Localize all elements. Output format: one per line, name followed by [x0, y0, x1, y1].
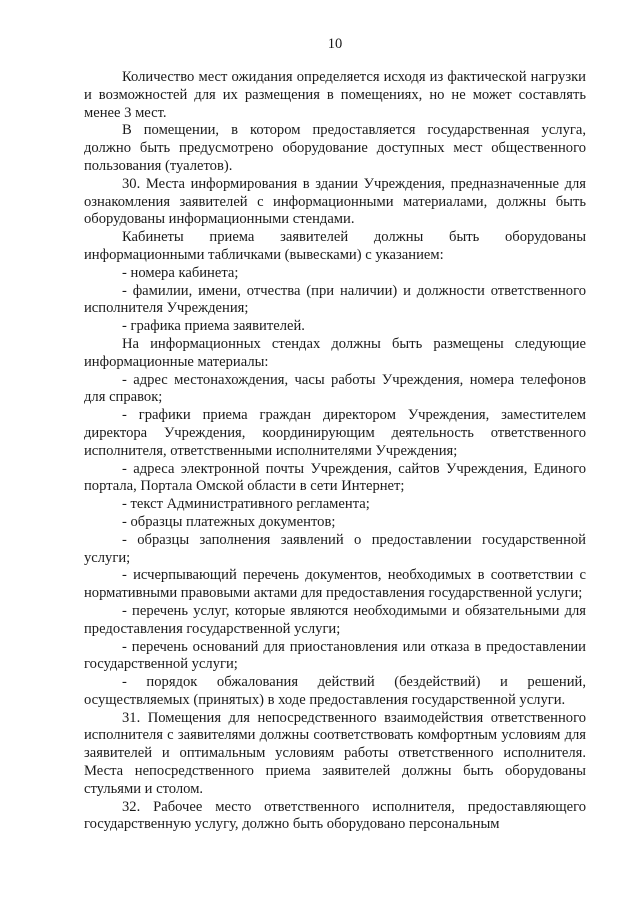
list-item: - текст Административного регламента;: [122, 496, 370, 513]
page-number: 10: [327, 36, 343, 52]
document-body: [84, 69, 586, 834]
list-item: - номера кабинета;: [122, 264, 239, 281]
paragraph: 30. Места информирования в здании Учреждения, предназначенные для ознакомления заявителей с информационными материалами, должны быть оборудованы информационными стендами.: [84, 175, 586, 228]
document-page: [84, 0, 586, 905]
list-item: - адрес местонахождения, часы работы Учреждения, номера телефонов для справок;: [84, 371, 586, 406]
list-item: - графики приема граждан директором Учреждения, заместителем директора Учреждения, координирующим деятельность ответственного исполнителя, ответственными исполнителями Учреждения;: [84, 407, 586, 459]
list-item: - перечень оснований для приостановления или отказа в предоставлении государственной услуги;: [84, 638, 586, 673]
list-item: - фамилии, имени, отчества (при наличии) и должности ответственного исполнителя Учреждения;: [84, 282, 586, 317]
paragraph: 31. Помещения для непосредственного взаимодействия ответственного исполнителя с заявителями должны соответствовать комфортным условиям для заявителей и оптимальным условиям работы ответственного исполнителя. Места непосредственного приема заявителей должны быть оборудованы стульями и столом.: [84, 709, 586, 797]
paragraph: На информационных стендах должны быть размещены следующие информационные материалы:: [84, 335, 586, 370]
paragraph: 32. Рабочее место ответственного исполнителя, предоставляющего государственную услугу, должно быть оборудовано персональным: [84, 798, 586, 833]
list-item: - исчерпывающий перечень документов, необходимых в соответствии с нормативными правовыми актами для предоставления государственной услуги;: [84, 567, 586, 602]
list-item: - порядок обжалования действий (бездействий) и решений, осуществляемых (принятых) в ходе предоставления государственной услуги.: [84, 674, 586, 708]
list-item: - адреса электронной почты Учреждения, сайтов Учреждения, Единого портала, Портала Омской области в сети Интернет;: [84, 460, 586, 495]
paragraph: Кабинеты приема заявителей должны быть оборудованы информационными табличками (вывесками) с указанием:: [84, 229, 586, 263]
paragraph: В помещении, в котором предоставляется государственная услуга, должно быть предусмотрено оборудование доступных мест общественного пользования (туалетов).: [84, 122, 586, 174]
list-item: - графика приема заявителей.: [122, 318, 305, 335]
list-item: - образцы заполнения заявлений о предоставлении государственной услуги;: [84, 531, 586, 566]
list-item: - перечень услуг, которые являются необходимыми и обязательными для предоставления государственной услуги;: [84, 602, 586, 637]
list-item: - образцы платежных документов;: [122, 513, 336, 530]
paragraph: Количество мест ожидания определяется исходя из фактической нагрузки и возможностей для их размещения в помещениях, но не может составлять менее 3 мест.: [84, 69, 586, 121]
